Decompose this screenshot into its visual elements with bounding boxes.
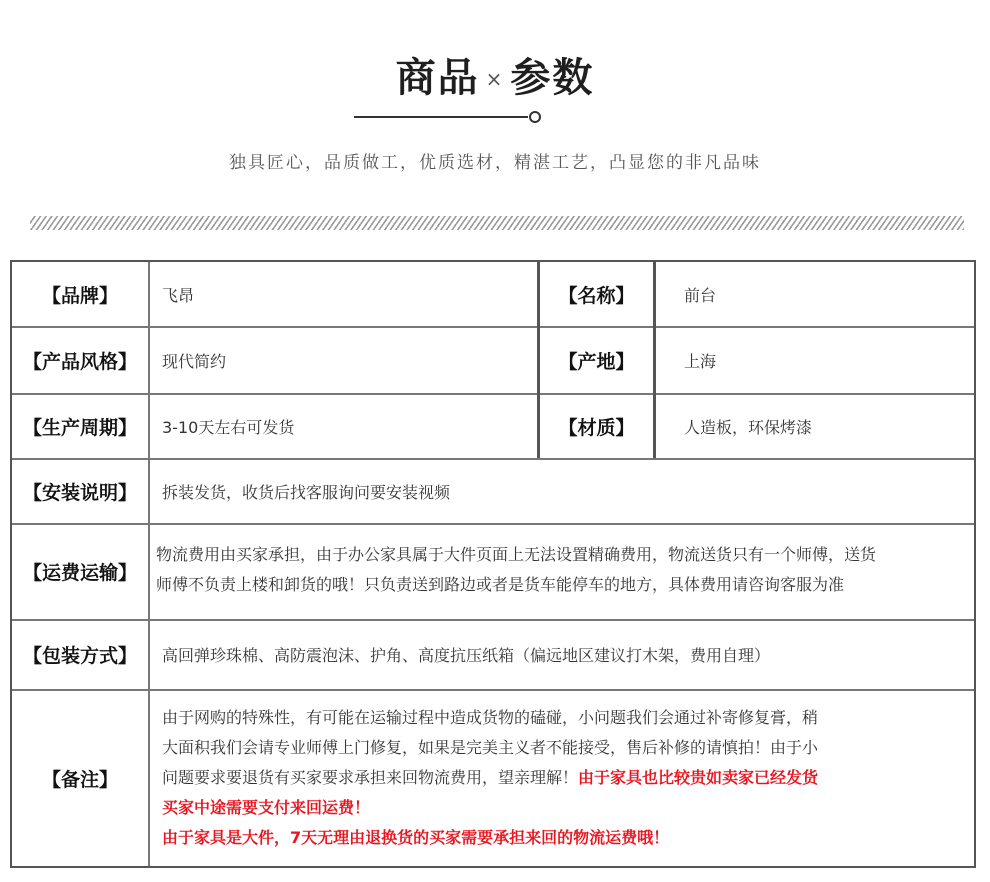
notes-line: 大面积我们会请专业师傅上门修复，如果是完美主义者不能接受，售后补修的请慎拍！由于小 [162,738,819,757]
shipping-line: 师傅不负责上楼和卸货的哦！只负责送到路边或者是货车能停车的地方，具体费用请咨询客服为准 [156,575,845,594]
title-underline [354,116,528,118]
notes-line-normal: 问题要求要退货有买家要求承担来回物流费用，望亲理解！ [162,768,579,787]
brand-value: 飞昂 [162,285,195,305]
row-divider [12,326,974,328]
origin-value: 上海 [684,351,717,371]
install-value: 拆装发货，收货后找客服询问要安装视频 [162,482,451,502]
column-divider [148,262,150,866]
row-divider [12,523,974,525]
shipping-text [156,540,968,600]
cycle-label: 【生产周期】 [22,416,137,439]
material-label: 【材质】 [558,416,635,439]
name-value: 前台 [684,285,717,305]
shipping-label: 【运费运输】 [22,562,137,584]
install-label: 【安装说明】 [22,481,137,504]
style-value: 现代简约 [162,351,227,371]
packing-value: 高回弹珍珠棉、高防震泡沫、护角、高度抗压纸箱（偏远地区建议打木架，费用自理） [162,646,771,665]
shipping-line: 物流费用由买家承担，由于办公家具属于大件页面上无法设置精确费用，物流送货只有一个师傅，送货 [156,545,877,564]
origin-label: 【产地】 [558,350,635,373]
cycle-value: 3-10天左右可发货 [162,417,295,437]
brand-label: 【品牌】 [41,284,118,307]
notes-warning: 买家中途需要支付来回运费！ [162,798,371,817]
row-divider [12,689,974,691]
title-separator: × [485,67,505,91]
notes-text [162,703,968,853]
row-divider [12,393,974,395]
notes-line [162,763,968,793]
notes-line: 由于网购的特殊性，有可能在运输过程中造成货物的磕碰，小问题我们会通过补寄修复膏，稍 [162,708,819,727]
packing-label: 【包装方式】 [22,645,137,667]
notes-label: 【备注】 [41,768,118,791]
page-title [0,52,990,107]
page-subtitle: 独具匠心，品质做工，优质选材，精湛工艺，凸显您的非凡品味 [229,153,761,173]
style-label: 【产品风格】 [22,350,137,373]
title-underline-dot [529,111,541,123]
notes-warning: 由于家具是大件，7天无理由退换货的买家需要承担来回的物流运费哦！ [162,828,670,847]
column-divider [653,262,656,458]
name-label: 【名称】 [558,284,635,307]
row-divider [12,458,974,460]
notes-warning: 由于家具也比较贵如卖家已经发货 [578,768,819,787]
title-left: 商品 [395,54,480,101]
material-value: 人造板，环保烤漆 [684,417,813,437]
spec-table [10,260,976,868]
title-right: 参数 [510,54,595,101]
hatch-divider [30,216,964,230]
